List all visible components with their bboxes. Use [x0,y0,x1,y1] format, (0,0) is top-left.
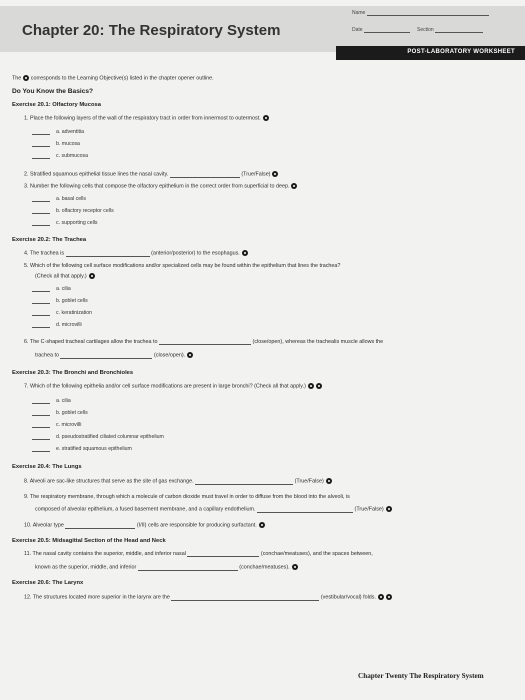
question-11: 11. The nasal cavity contains the superior, middle, and inferior nasal (conchae/meatuses), and the spaces between, [24,551,373,557]
q1-item-a[interactable]: a. adventitia [32,129,84,135]
chapter-title: Chapter 20: The Respiratory System [22,22,281,39]
basics-heading: Do You Know the Basics? [12,88,94,95]
answer-blank[interactable] [32,323,50,328]
question-9-cont: composed of alveolar epithelium, a fused basement membrane, and a capillary endothelium. (True/False) [35,506,392,513]
intro-text: The corresponds to the Learning Objective(s) listed in the chapter opener outline. [12,75,214,82]
exercise-20-6-title: Exercise 20.6: The Larynx [12,580,84,586]
answer-blank[interactable] [32,411,50,416]
objective-icon [242,250,248,256]
answer-blank[interactable] [32,435,50,440]
q1-item-c[interactable]: c. submucosa [32,153,88,159]
objective-icon [259,522,265,528]
q3-item-a[interactable]: a. basal cells [32,196,86,202]
question-5: 5. Which of the following cell surface modifications and/or specialized cells may be found within the epithelium that lines the trachea? [24,263,341,269]
answer-blank[interactable] [32,154,50,159]
section-field[interactable] [417,27,483,33]
question-9: 9. The respiratory membrane, through which a molecule of carbon dioxide must travel in order to diffuse from the blood into the alveoli, is [24,494,350,500]
objective-icon [23,75,29,81]
answer-blank[interactable] [138,566,238,571]
name-line [367,15,489,16]
q1-item-b[interactable]: b. mucosa [32,141,80,147]
answer-blank[interactable] [60,354,152,359]
answer-blank[interactable] [32,209,50,214]
section-label: Section [417,27,434,33]
exercise-20-3-title: Exercise 20.3: The Bronchi and Bronchioles [12,370,134,376]
answer-blank[interactable] [32,311,50,316]
answer-blank[interactable] [187,552,259,557]
answer-blank[interactable] [32,287,50,292]
q5-item-d[interactable]: d. microvilli [32,322,82,328]
objective-icon [326,478,332,484]
exercise-20-1-title: Exercise 20.1: Olfactory Mucosa [12,102,101,108]
answer-blank[interactable] [32,197,50,202]
answer-blank[interactable] [159,340,251,345]
q5-item-a[interactable]: a. cilia [32,286,71,292]
objective-icon [386,594,392,600]
question-2: 2. Stratified squamous epithelial tissue lines the nasal cavity. (True/False) [24,171,278,178]
q5-item-c[interactable]: c. keratinization [32,310,92,316]
objective-icon [316,383,322,389]
answer-blank[interactable] [66,252,150,257]
question-5-sub: (Check all that apply.) [35,273,95,280]
q7-item-e[interactable]: e. stratified squamous epithelium [32,446,132,452]
q3-item-b[interactable]: b. olfactory receptor cells [32,208,114,214]
question-6-cont: trachea to (close/open). [35,352,193,359]
q7-item-d[interactable]: d. pseudostratified ciliated columnar epithelium [32,434,164,440]
exercise-20-4-title: Exercise 20.4: The Lungs [12,464,82,470]
question-4: 4. The trachea is (anterior/posterior) to the esophagus. [24,250,248,257]
answer-blank[interactable] [32,423,50,428]
question-12: 12. The structures located more superior in the larynx are the (vestibular/vocal) folds. [24,594,392,601]
question-1: 1. Place the following layers of the wall of the respiratory tract in order from innermost to outermost. [24,115,269,122]
answer-blank[interactable] [170,173,240,178]
name-label: Name [352,10,366,16]
answer-blank[interactable] [32,399,50,404]
answer-blank[interactable] [195,480,293,485]
objective-icon [263,115,269,121]
q3-item-c[interactable]: c. supporting cells [32,220,98,226]
question-7: 7. Which of the following epithelia and/or cell surface modifications are present in large bronchi? (Check all that apply.) [24,383,322,390]
question-11-cont: known as the superior, middle, and inferior (conchae/meatuses). [35,564,298,571]
date-label: Date [352,27,363,33]
answer-blank[interactable] [32,142,50,147]
q5-item-b[interactable]: b. goblet cells [32,298,88,304]
objective-icon [386,506,392,512]
objective-icon [89,273,95,279]
question-3: 3. Number the following cells that compose the olfactory epithelium in the correct order from superficial to deep. [24,183,297,190]
objective-icon [187,352,193,358]
date-line [364,32,410,33]
answer-blank[interactable] [32,447,50,452]
objective-icon [291,183,297,189]
objective-icon [272,171,278,177]
question-10: 10. Alveolar type (I/II) cells are responsible for producing surfactant. [24,522,265,529]
answer-blank[interactable] [32,130,50,135]
date-field[interactable] [352,27,410,33]
exercise-20-2-title: Exercise 20.2: The Trachea [12,237,87,243]
question-8: 8. Alveoli are sac-like structures that serve as the site of gas exchange. (True/False) [24,478,332,485]
q7-item-b[interactable]: b. goblet cells [32,410,88,416]
objective-icon [308,383,314,389]
worksheet-banner [336,46,525,60]
name-field[interactable] [352,10,489,16]
section-line [435,32,483,33]
page-footer: Chapter Twenty The Respiratory System [358,672,484,680]
banner-text: POST-LABORATORY WORKSHEET [407,49,515,55]
answer-blank[interactable] [171,596,319,601]
answer-blank[interactable] [257,508,353,513]
answer-blank[interactable] [32,221,50,226]
question-6: 6. The C-shaped tracheal cartilages allow the trachea to (close/open), whereas the trachealis muscle allows the [24,339,384,345]
objective-icon [378,594,384,600]
q7-item-a[interactable]: a. cilia [32,398,71,404]
answer-blank[interactable] [32,299,50,304]
exercise-20-5-title: Exercise 20.5: Midsagittal Section of the Head and Neck [12,538,166,544]
q7-item-c[interactable]: c. microvilli [32,422,81,428]
answer-blank[interactable] [65,524,135,529]
objective-icon [292,564,298,570]
